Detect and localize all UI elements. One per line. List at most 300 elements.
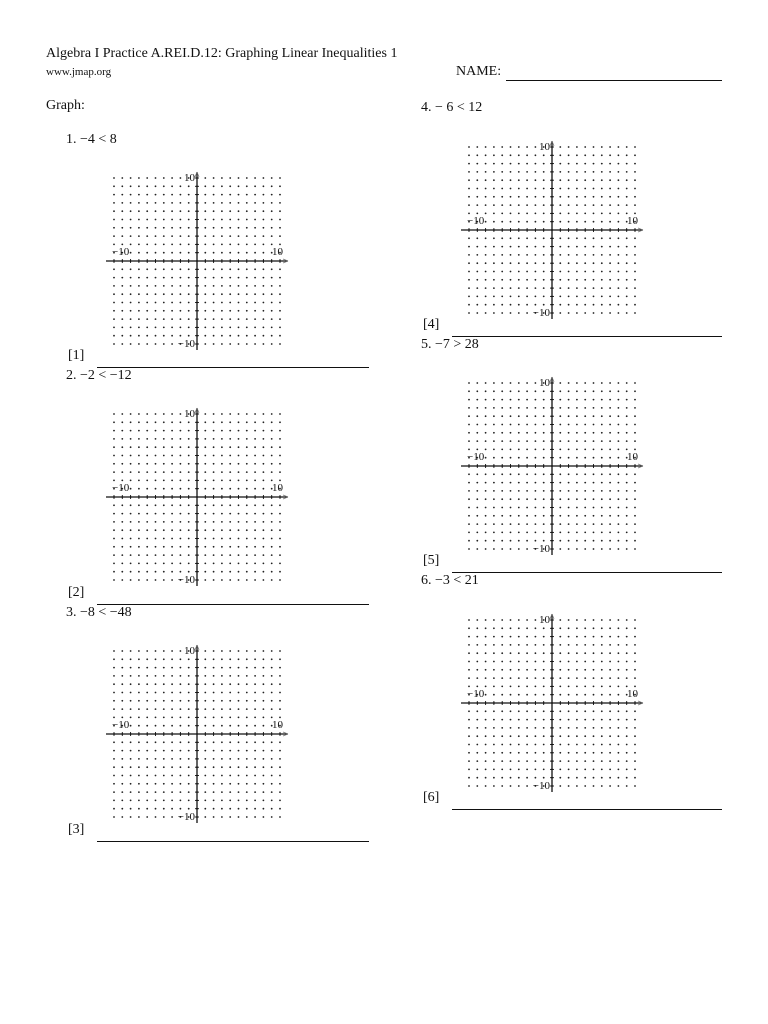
grid-dot (584, 548, 586, 550)
grid-dot (188, 791, 190, 793)
grid-dot (634, 515, 636, 517)
grid-dot (246, 177, 248, 179)
grid-dot (618, 204, 620, 206)
grid-dot (526, 304, 528, 306)
grid-dot (229, 471, 231, 473)
grid-dot (576, 498, 578, 500)
grid-dot (138, 194, 140, 196)
grid-dot (171, 335, 173, 337)
grid-dot (163, 554, 165, 556)
grid-dot (543, 627, 545, 629)
grid-dot (493, 424, 495, 426)
grid-dot (634, 440, 636, 442)
grid-dot (221, 343, 223, 345)
grid-dot (254, 700, 256, 702)
grid-dot (146, 335, 148, 337)
grid-dot (618, 744, 620, 746)
grid-dot (518, 760, 520, 762)
grid-dot (618, 213, 620, 215)
grid-dot (618, 424, 620, 426)
grid-dot (476, 262, 478, 264)
grid-dot (559, 399, 561, 401)
grid-dot (271, 692, 273, 694)
grid-dot (485, 752, 487, 754)
grid-dot (501, 719, 503, 721)
grid-dot (518, 619, 520, 621)
grid-dot (601, 523, 603, 525)
grid-dot (238, 252, 240, 254)
grid-dot (609, 735, 611, 737)
grid-dot (229, 554, 231, 556)
grid-dot (221, 277, 223, 279)
grid-dot (618, 548, 620, 550)
grid-dot (180, 725, 182, 727)
grid-dot (626, 424, 628, 426)
grid-dot (204, 252, 206, 254)
grid-dot (568, 390, 570, 392)
grid-dot (155, 758, 157, 760)
grid-dot (271, 194, 273, 196)
grid-dot (601, 515, 603, 517)
grid-dot (171, 421, 173, 423)
grid-dot (180, 800, 182, 802)
grid-dot (576, 619, 578, 621)
coordinate-grid-4[interactable] (459, 139, 649, 329)
answer-6-line[interactable] (452, 809, 722, 810)
grid-dot (263, 343, 265, 345)
grid-dot (221, 546, 223, 548)
grid-dot (593, 146, 595, 148)
grid-dot (601, 669, 603, 671)
grid-dot (535, 473, 537, 475)
grid-dot (576, 661, 578, 663)
grid-dot (271, 816, 273, 818)
grid-dot (584, 694, 586, 696)
grid-dot (113, 310, 115, 312)
grid-dot (468, 171, 470, 173)
grid-dot (163, 529, 165, 531)
grid-dot (468, 204, 470, 206)
grid-dot (510, 254, 512, 256)
name-field-line[interactable] (506, 80, 722, 81)
grid-dot (526, 246, 528, 248)
answer-2-line[interactable] (97, 604, 369, 605)
grid-dot (121, 750, 123, 752)
grid-dot (180, 202, 182, 204)
grid-dot (584, 382, 586, 384)
grid-dot (568, 507, 570, 509)
grid-dot (204, 783, 206, 785)
grid-dot (468, 498, 470, 500)
grid-dot (113, 700, 115, 702)
grid-dot (171, 227, 173, 229)
grid-dot (263, 227, 265, 229)
grid-dot (204, 177, 206, 179)
coordinate-grid-5[interactable] (459, 375, 649, 565)
grid-dot (163, 800, 165, 802)
grid-dot (163, 210, 165, 212)
grid-dot (229, 563, 231, 565)
grid-dot (626, 163, 628, 165)
grid-dot (584, 669, 586, 671)
grid-dot (254, 219, 256, 221)
grid-dot (609, 532, 611, 534)
coordinate-grid-6[interactable] (459, 612, 649, 802)
grid-dot (510, 296, 512, 298)
grid-dot (485, 686, 487, 688)
grid-dot (263, 244, 265, 246)
grid-dot (535, 669, 537, 671)
x-min-label: −10 (112, 482, 130, 494)
grid-dot (593, 540, 595, 542)
grid-dot (493, 473, 495, 475)
grid-dot (138, 700, 140, 702)
grid-dot (279, 318, 281, 320)
grid-dot (626, 154, 628, 156)
grid-dot (254, 413, 256, 415)
grid-dot (113, 658, 115, 660)
grid-dot (138, 717, 140, 719)
grid-dot (593, 279, 595, 281)
grid-dot (535, 677, 537, 679)
grid-dot (155, 480, 157, 482)
grid-dot (535, 644, 537, 646)
grid-dot (163, 808, 165, 810)
grid-dot (493, 515, 495, 517)
grid-dot (229, 741, 231, 743)
grid-dot (601, 735, 603, 737)
grid-dot (163, 741, 165, 743)
grid-dot (501, 752, 503, 754)
answer-1-line[interactable] (97, 367, 369, 368)
grid-dot (113, 202, 115, 204)
grid-dot (204, 766, 206, 768)
grid-dot (263, 302, 265, 304)
grid-dot (155, 808, 157, 810)
grid-dot (609, 515, 611, 517)
grid-dot (246, 692, 248, 694)
grid-dot (510, 498, 512, 500)
grid-dot (593, 262, 595, 264)
grid-dot (146, 244, 148, 246)
grid-dot (543, 221, 545, 223)
grid-dot (238, 185, 240, 187)
grid-dot (254, 471, 256, 473)
grid-dot (584, 440, 586, 442)
grid-dot (609, 296, 611, 298)
grid-dot (601, 627, 603, 629)
grid-dot (576, 457, 578, 459)
grid-dot (213, 318, 215, 320)
grid-dot (526, 636, 528, 638)
grid-dot (485, 652, 487, 654)
grid-dot (476, 540, 478, 542)
grid-dot (221, 310, 223, 312)
grid-dot (510, 213, 512, 215)
grid-dot (229, 808, 231, 810)
grid-dot (626, 515, 628, 517)
grid-dot (204, 438, 206, 440)
grid-dot (263, 210, 265, 212)
grid-dot (609, 785, 611, 787)
grid-dot (146, 554, 148, 556)
grid-dot (510, 154, 512, 156)
grid-dot (593, 254, 595, 256)
grid-dot (271, 791, 273, 793)
grid-dot (584, 677, 586, 679)
y-min-label: −10 (532, 780, 550, 792)
grid-dot (510, 785, 512, 787)
grid-dot (576, 221, 578, 223)
grid-dot (229, 268, 231, 270)
grid-dot (584, 399, 586, 401)
grid-dot (155, 463, 157, 465)
grid-dot (155, 430, 157, 432)
answer-5-line[interactable] (452, 572, 722, 573)
grid-dot (535, 171, 537, 173)
grid-dot (204, 244, 206, 246)
grid-dot (213, 563, 215, 565)
grid-dot (229, 766, 231, 768)
grid-dot (271, 538, 273, 540)
grid-dot (221, 335, 223, 337)
grid-dot (518, 415, 520, 417)
grid-dot (254, 717, 256, 719)
grid-dot (254, 650, 256, 652)
grid-dot (568, 407, 570, 409)
grid-dot (271, 741, 273, 743)
grid-dot (254, 571, 256, 573)
grid-dot (263, 438, 265, 440)
grid-dot (493, 221, 495, 223)
grid-dot (246, 504, 248, 506)
grid-dot (130, 285, 132, 287)
grid-dot (485, 296, 487, 298)
grid-dot (204, 563, 206, 565)
grid-dot (188, 268, 190, 270)
grid-dot (535, 279, 537, 281)
grid-dot (618, 490, 620, 492)
grid-dot (559, 482, 561, 484)
grid-dot (493, 279, 495, 281)
grid-dot (155, 219, 157, 221)
grid-dot (493, 735, 495, 737)
grid-dot (601, 777, 603, 779)
grid-dot (568, 523, 570, 525)
grid-dot (626, 719, 628, 721)
grid-dot (568, 498, 570, 500)
grid-dot (138, 293, 140, 295)
grid-dot (180, 194, 182, 196)
grid-dot (238, 816, 240, 818)
grid-dot (138, 480, 140, 482)
grid-dot (485, 188, 487, 190)
grid-dot (163, 675, 165, 677)
grid-dot (163, 302, 165, 304)
grid-dot (526, 777, 528, 779)
grid-dot (601, 727, 603, 729)
grid-dot (163, 538, 165, 540)
grid-dot (130, 741, 132, 743)
grid-dot (468, 669, 470, 671)
grid-dot (526, 498, 528, 500)
grid-dot (593, 171, 595, 173)
grid-dot (163, 455, 165, 457)
coordinate-grid-3[interactable] (104, 643, 294, 833)
grid-dot (476, 440, 478, 442)
grid-dot (163, 413, 165, 415)
grid-dot (130, 692, 132, 694)
grid-dot (518, 440, 520, 442)
grid-dot (485, 540, 487, 542)
grid-dot (229, 758, 231, 760)
grid-dot (576, 694, 578, 696)
grid-dot (593, 523, 595, 525)
grid-dot (526, 296, 528, 298)
coordinate-grid-1[interactable] (104, 170, 294, 360)
grid-dot (113, 463, 115, 465)
grid-dot (171, 750, 173, 752)
grid-dot (246, 766, 248, 768)
grid-dot (626, 482, 628, 484)
grid-dot (518, 627, 520, 629)
grid-dot (130, 277, 132, 279)
grid-dot (526, 449, 528, 451)
grid-dot (543, 399, 545, 401)
grid-dot (138, 521, 140, 523)
grid-dot (559, 154, 561, 156)
grid-dot (229, 717, 231, 719)
grid-dot (518, 727, 520, 729)
grid-dot (263, 488, 265, 490)
grid-dot (171, 219, 173, 221)
grid-dot (279, 185, 281, 187)
grid-dot (271, 800, 273, 802)
grid-dot (229, 177, 231, 179)
grid-dot (468, 254, 470, 256)
grid-dot (584, 785, 586, 787)
grid-dot (238, 343, 240, 345)
grid-dot (180, 185, 182, 187)
grid-dot (626, 498, 628, 500)
grid-dot (501, 644, 503, 646)
grid-dot (138, 529, 140, 531)
grid-dot (609, 163, 611, 165)
grid-dot (121, 579, 123, 581)
grid-dot (221, 327, 223, 329)
grid-dot (155, 683, 157, 685)
grid-dot (493, 482, 495, 484)
grid-dot (180, 219, 182, 221)
grid-dot (510, 457, 512, 459)
answer-4-line[interactable] (452, 336, 722, 337)
grid-dot (221, 521, 223, 523)
grid-dot (229, 194, 231, 196)
grid-dot (609, 171, 611, 173)
grid-dot (204, 816, 206, 818)
grid-dot (501, 279, 503, 281)
grid-dot (121, 194, 123, 196)
grid-dot (204, 775, 206, 777)
grid-dot (485, 179, 487, 181)
grid-dot (138, 775, 140, 777)
grid-dot (535, 432, 537, 434)
grid-dot (263, 546, 265, 548)
grid-dot (279, 504, 281, 506)
grid-dot (146, 430, 148, 432)
grid-dot (584, 777, 586, 779)
grid-dot (493, 179, 495, 181)
grid-dot (568, 677, 570, 679)
grid-dot (138, 725, 140, 727)
answer-3-line[interactable] (97, 841, 369, 842)
grid-dot (155, 766, 157, 768)
grid-dot (229, 480, 231, 482)
grid-dot (204, 302, 206, 304)
grid-dot (518, 304, 520, 306)
grid-dot (543, 661, 545, 663)
grid-dot (213, 775, 215, 777)
grid-dot (138, 235, 140, 237)
grid-dot (271, 421, 273, 423)
grid-dot (634, 262, 636, 264)
grid-dot (634, 507, 636, 509)
grid-dot (204, 538, 206, 540)
grid-dot (246, 210, 248, 212)
grid-dot (526, 213, 528, 215)
coordinate-grid-2[interactable] (104, 406, 294, 596)
grid-dot (476, 399, 478, 401)
grid-dot (204, 268, 206, 270)
grid-dot (213, 783, 215, 785)
grid-dot (501, 262, 503, 264)
grid-dot (138, 177, 140, 179)
grid-dot (238, 293, 240, 295)
grid-dot (485, 644, 487, 646)
grid-dot (535, 254, 537, 256)
grid-dot (618, 415, 620, 417)
grid-dot (180, 335, 182, 337)
grid-dot (121, 343, 123, 345)
grid-dot (188, 504, 190, 506)
grid-dot (518, 661, 520, 663)
grid-dot (634, 785, 636, 787)
grid-dot (146, 219, 148, 221)
grid-dot (221, 227, 223, 229)
grid-dot (559, 304, 561, 306)
grid-dot (609, 279, 611, 281)
grid-dot (271, 758, 273, 760)
grid-dot (618, 163, 620, 165)
grid-dot (146, 185, 148, 187)
grid-dot (634, 271, 636, 273)
grid-dot (543, 490, 545, 492)
grid-dot (593, 473, 595, 475)
grid-dot (155, 252, 157, 254)
grid-dot (626, 490, 628, 492)
grid-dot (263, 480, 265, 482)
grid-dot (559, 196, 561, 198)
grid-dot (493, 769, 495, 771)
grid-dot (535, 196, 537, 198)
grid-dot (501, 515, 503, 517)
grid-dot (171, 235, 173, 237)
grid-dot (204, 277, 206, 279)
grid-dot (138, 343, 140, 345)
grid-dot (618, 262, 620, 264)
grid-dot (163, 438, 165, 440)
grid-dot (130, 318, 132, 320)
